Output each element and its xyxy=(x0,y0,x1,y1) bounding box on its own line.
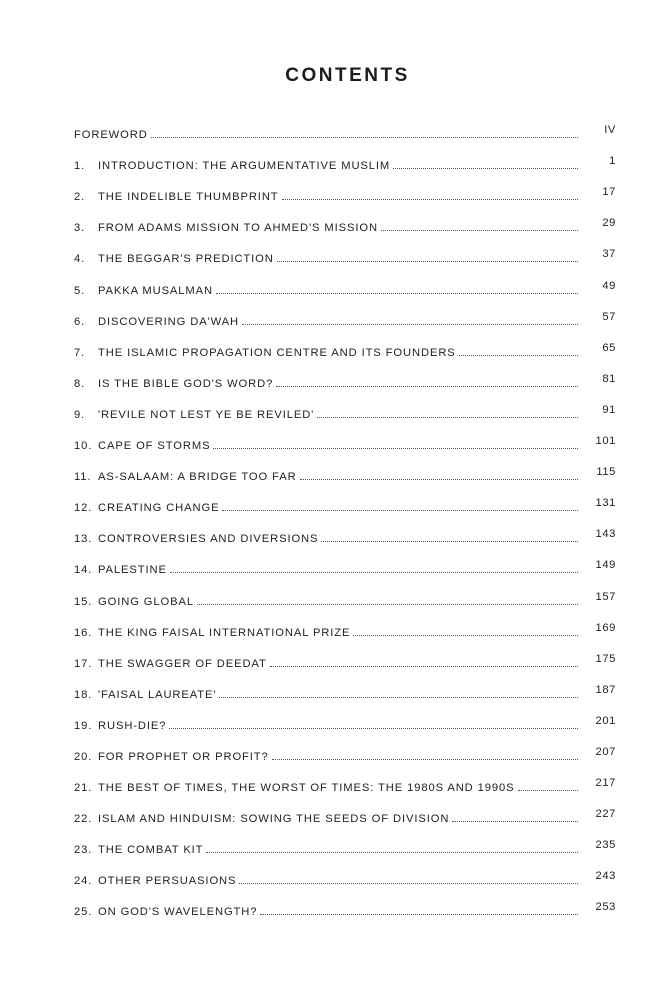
chapter-number: 21. xyxy=(74,782,93,795)
chapter-number: 18. xyxy=(74,688,93,701)
chapter-number: 25. xyxy=(74,906,93,919)
dot-leader xyxy=(260,914,578,915)
dot-leader xyxy=(197,604,578,605)
dot-leader xyxy=(216,293,578,294)
dot-leader xyxy=(169,728,578,729)
page-number: 17 xyxy=(602,186,616,199)
chapter-title: CREATING CHANGE xyxy=(98,502,220,515)
page-number: 81 xyxy=(602,372,616,385)
chapter-title: CAPE OF STORMS xyxy=(98,440,211,453)
dot-leader xyxy=(170,572,578,573)
chapter-title: GOING GLOBAL xyxy=(98,595,194,608)
chapter-number: 7. xyxy=(74,346,86,359)
chapter-title: THE ISLAMIC PROPAGATION CENTRE AND ITS FOUNDERS xyxy=(98,346,456,359)
page-number: 101 xyxy=(595,435,616,448)
chapter-title: OTHER PERSUASIONS xyxy=(98,875,237,888)
chapter-title: 'FAISAL LAUREATE' xyxy=(98,688,217,701)
toc-entry xyxy=(74,483,616,514)
chapter-title: THE BEGGAR'S PREDICTION xyxy=(98,253,274,266)
chapter-number: 16. xyxy=(74,626,93,639)
toc-entry xyxy=(74,856,616,887)
page-number: 227 xyxy=(595,808,616,821)
toc-entry xyxy=(74,887,616,918)
chapter-title: FOR PROPHET OR PROFIT? xyxy=(98,750,269,763)
chapter-number: 8. xyxy=(74,377,86,390)
dot-leader xyxy=(276,386,578,387)
dot-leader xyxy=(282,199,578,200)
page-number: 175 xyxy=(595,652,616,665)
dot-leader xyxy=(353,635,578,636)
toc-entry xyxy=(74,328,616,359)
chapter-number: 13. xyxy=(74,533,93,546)
chapter-number: 11. xyxy=(74,471,92,484)
dot-leader xyxy=(213,448,578,449)
page-number: 217 xyxy=(595,777,616,790)
page-number: 201 xyxy=(595,714,616,727)
page-number: 207 xyxy=(595,745,616,758)
dot-leader xyxy=(300,479,578,480)
toc-entry xyxy=(74,359,616,390)
dot-leader xyxy=(518,790,578,791)
page-title: CONTENTS xyxy=(285,64,410,86)
page-number: 1 xyxy=(609,155,616,168)
page-number: 29 xyxy=(602,217,616,230)
toc-entry xyxy=(74,172,616,203)
dot-leader xyxy=(272,759,578,760)
chapter-number: 1. xyxy=(74,160,86,173)
table-of-contents xyxy=(74,110,616,918)
chapter-number: 10. xyxy=(74,440,93,453)
chapter-title: FOREWORD xyxy=(74,129,148,142)
chapter-number: 15. xyxy=(74,595,93,608)
page-number: 91 xyxy=(602,403,616,416)
toc-entry xyxy=(74,265,616,296)
dot-leader xyxy=(219,697,578,698)
chapter-number: 4. xyxy=(74,253,86,266)
toc-entry xyxy=(74,763,616,794)
dot-leader xyxy=(206,852,578,853)
chapter-number: 24. xyxy=(74,875,93,888)
toc-entry xyxy=(74,794,616,825)
chapter-number: 23. xyxy=(74,844,93,857)
toc-entry xyxy=(74,203,616,234)
chapter-title: INTRODUCTION: THE ARGUMENTATIVE MUSLIM xyxy=(98,160,391,173)
chapter-title: CONTROVERSIES AND DIVERSIONS xyxy=(98,533,319,546)
page-number: 149 xyxy=(595,559,616,572)
chapter-title: ISLAM AND HINDUISM: SOWING THE SEEDS OF DIVISION xyxy=(98,813,450,826)
dot-leader xyxy=(151,137,578,138)
chapter-title: FROM ADAMS MISSION TO AHMED'S MISSION xyxy=(98,222,378,235)
dot-leader xyxy=(321,541,578,542)
dot-leader xyxy=(277,261,578,262)
toc-entry xyxy=(74,825,616,856)
toc-entry xyxy=(74,608,616,639)
toc-entry xyxy=(74,141,616,172)
page-number: 253 xyxy=(595,901,616,914)
toc-entry xyxy=(74,701,616,732)
dot-leader xyxy=(222,510,578,511)
toc-entry xyxy=(74,234,616,265)
page-number: 131 xyxy=(595,497,616,510)
chapter-number: 12. xyxy=(74,502,93,515)
chapter-number: 17. xyxy=(74,657,93,670)
chapter-number: 5. xyxy=(74,284,86,297)
chapter-title: ON GOD'S WAVELENGTH? xyxy=(98,906,258,919)
page-number: 143 xyxy=(595,528,616,541)
dot-leader xyxy=(393,168,578,169)
chapter-title: PAKKA MUSALMAN xyxy=(98,284,213,297)
dot-leader xyxy=(270,666,578,667)
chapter-number: 22. xyxy=(74,813,93,826)
chapter-title: IS THE BIBLE GOD'S WORD? xyxy=(98,377,274,390)
page-number: 57 xyxy=(602,310,616,323)
page-number: 65 xyxy=(602,341,616,354)
toc-entry xyxy=(74,452,616,483)
page-number: 187 xyxy=(595,683,616,696)
dot-leader xyxy=(452,821,578,822)
chapter-title: THE INDELIBLE THUMBPRINT xyxy=(98,191,279,204)
chapter-title: AS-SALAAM: A BRIDGE TOO FAR xyxy=(98,471,297,484)
chapter-number: 14. xyxy=(74,564,93,577)
page-number: 235 xyxy=(595,839,616,852)
toc-entry xyxy=(74,576,616,607)
chapter-number: 3. xyxy=(74,222,86,235)
dot-leader xyxy=(239,883,578,884)
chapter-title: PALESTINE xyxy=(98,564,167,577)
page-number: IV xyxy=(604,124,616,137)
toc-entry xyxy=(74,514,616,545)
dot-leader xyxy=(242,324,578,325)
chapter-number: 19. xyxy=(74,719,93,732)
chapter-title: DISCOVERING DA'WAH xyxy=(98,315,239,328)
toc-entry xyxy=(74,732,616,763)
dot-leader xyxy=(459,355,578,356)
page-number: 115 xyxy=(596,466,616,479)
chapter-number: 20. xyxy=(74,750,93,763)
dot-leader xyxy=(317,417,578,418)
page-number: 243 xyxy=(595,870,616,883)
chapter-number: 6. xyxy=(74,315,86,328)
page-number: 37 xyxy=(602,248,616,261)
chapter-number: 9. xyxy=(74,408,86,421)
chapter-title: 'REVILE NOT LEST YE BE REVILED' xyxy=(98,408,315,421)
page-number: 49 xyxy=(602,279,616,292)
page-number: 157 xyxy=(595,590,616,603)
page-number: 169 xyxy=(595,621,616,634)
chapter-number: 2. xyxy=(74,191,86,204)
chapter-title: THE KING FAISAL INTERNATIONAL PRIZE xyxy=(98,626,351,639)
toc-entry xyxy=(74,639,616,670)
toc-entry xyxy=(74,670,616,701)
chapter-title: THE COMBAT KIT xyxy=(98,844,204,857)
toc-entry xyxy=(74,297,616,328)
toc-entry xyxy=(74,545,616,576)
toc-entry xyxy=(74,390,616,421)
chapter-title: THE SWAGGER OF DEEDAT xyxy=(98,657,267,670)
chapter-title: RUSH-DIE? xyxy=(98,719,167,732)
toc-entry xyxy=(74,110,616,141)
toc-entry xyxy=(74,421,616,452)
dot-leader xyxy=(381,230,578,231)
chapter-title: THE BEST OF TIMES, THE WORST OF TIMES: THE 1980S AND 1990S xyxy=(98,782,515,795)
